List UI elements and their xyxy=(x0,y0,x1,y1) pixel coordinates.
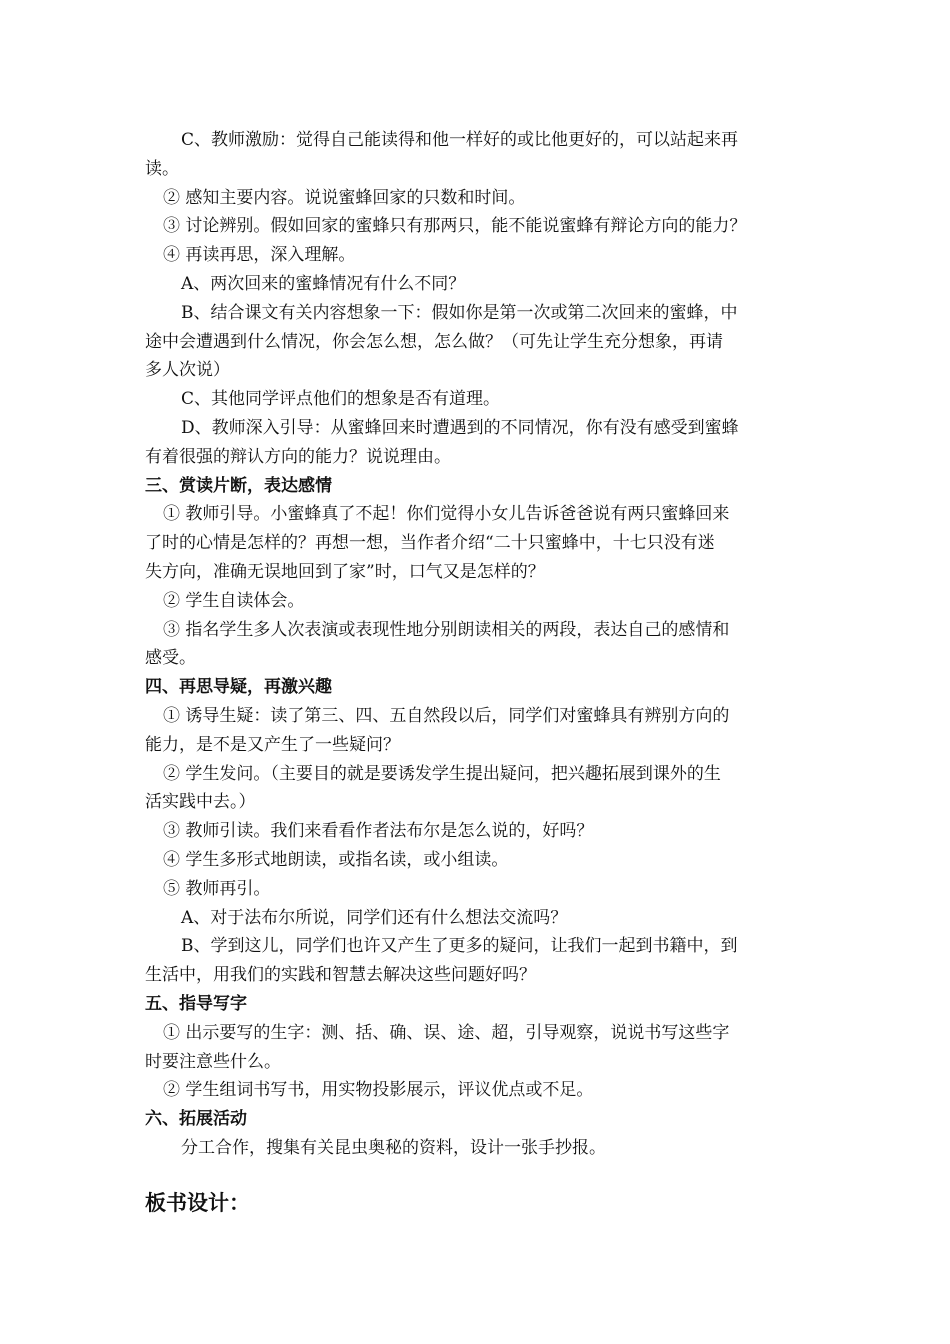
paragraph-line: B、结合课文有关内容想象一下：假如你是第一次或第二次回来的蜜蜂，中 xyxy=(181,302,738,323)
paragraph-line: 有着很强的辩认方向的能力？说说理由。 xyxy=(145,446,451,467)
paragraph-line: 分工合作，搜集有关昆虫奥秘的资料，设计一张手抄报。 xyxy=(181,1137,606,1158)
paragraph-line: 读。 xyxy=(145,158,179,179)
paragraph-line: 时要注意些什么。 xyxy=(145,1051,281,1072)
paragraph-line: ③ 讨论辨别。假如回家的蜜蜂只有那两只，能不能说蜜蜂有辩论方向的能力？ xyxy=(163,216,747,237)
paragraph-line: 感受。 xyxy=(145,648,196,669)
paragraph-line: 途中会遭遇到什么情况，你会怎么想，怎么做？（可先让学生充分想象，再请 xyxy=(145,331,723,352)
paragraph-line: ④ 再读再思，深入理解。 xyxy=(163,245,356,266)
paragraph-line: B、学到这儿，同学们也许又产生了更多的疑问，让我们一起到书籍中，到 xyxy=(181,936,738,957)
paragraph-line: ① 诱导生疑：读了第三、四、五自然段以后，同学们对蜜蜂具有辨别方向的 xyxy=(163,705,730,726)
section-heading: 五、指导写字 xyxy=(145,993,247,1014)
paragraph-line: A、两次回来的蜜蜂情况有什么不同？ xyxy=(181,273,466,294)
paragraph-line: 能力，是不是又产生了一些疑问？ xyxy=(145,734,400,755)
paragraph-line: ② 学生发问。（主要目的就是要诱发学生提出疑问，把兴趣拓展到课外的生 xyxy=(163,763,721,784)
paragraph-line: ② 学生组词书写书，用实物投影展示，评议优点或不足。 xyxy=(163,1080,594,1101)
board-design-heading: 板书设计： xyxy=(145,1190,250,1215)
section-heading: 四、再思导疑，再激兴趣 xyxy=(145,677,332,698)
paragraph-line: ③ 指名学生多人次表演或表现性地分别朗读相关的两段，表达自己的感情和 xyxy=(163,619,730,640)
paragraph-line: C、其他同学评点他们的想象是否有道理。 xyxy=(181,389,501,410)
paragraph-line: ① 出示要写的生字：测、括、确、误、途、超，引导观察，说说书写这些字 xyxy=(163,1022,730,1043)
section-heading: 六、拓展活动 xyxy=(145,1109,247,1130)
paragraph-line: 多人次说） xyxy=(145,360,230,381)
paragraph-line: 生活中，用我们的实践和智慧去解决这些问题好吗？ xyxy=(145,965,536,986)
paragraph-line: 了时的心情是怎样的？再想一想，当作者介绍“二十只蜜蜂中，十七只没有迷 xyxy=(145,533,715,554)
section-heading: 三、赏读片断，表达感情 xyxy=(145,475,332,496)
document-body xyxy=(145,126,810,1218)
paragraph-line: ② 学生自读体会。 xyxy=(163,590,305,611)
paragraph-line: 活实践中去。） xyxy=(145,792,256,813)
lesson-plan-text xyxy=(145,126,810,1163)
paragraph-line: ② 感知主要内容。说说蜜蜂回家的只数和时间。 xyxy=(163,187,526,208)
paragraph-line: D、教师深入引导：从蜜蜂回来时遭遇到的不同情况，你有没有感受到蜜蜂 xyxy=(181,417,739,438)
paragraph-line: ① 教师引导。小蜜蜂真了不起！你们觉得小女儿告诉爸爸说有两只蜜蜂回来 xyxy=(163,504,730,525)
paragraph-line: A、对于法布尔所说，同学们还有什么想法交流吗？ xyxy=(181,907,568,928)
paragraph-line: ④ 学生多形式地朗读，或指名读，或小组读。 xyxy=(163,849,509,870)
paragraph-line: 失方向，准确无误地回到了家”时，口气又是怎样的？ xyxy=(145,561,545,582)
paragraph-line: ③ 教师引读。我们来看看作者法布尔是怎么说的，好吗？ xyxy=(163,821,594,842)
paragraph-line: C、教师激励：觉得自己能读得和他一样好的或比他更好的，可以站起来再 xyxy=(181,130,739,150)
paragraph-line: ⑤ 教师再引。 xyxy=(163,878,271,899)
